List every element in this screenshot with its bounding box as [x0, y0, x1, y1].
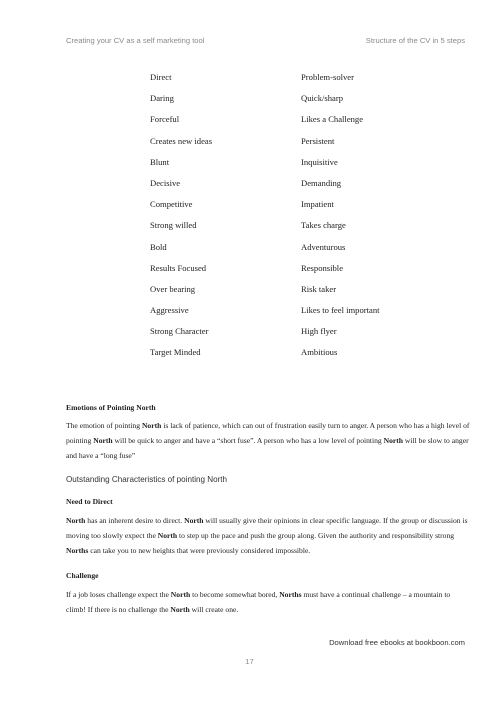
bold-term: North	[93, 436, 113, 445]
trait-row	[150, 157, 450, 178]
trait-right: Demanding	[301, 177, 342, 188]
text-run: will create one.	[189, 605, 239, 614]
page-header	[66, 36, 465, 50]
bold-term: North	[157, 531, 178, 540]
bold-term: Norths	[66, 546, 89, 555]
trait-right: Inquisitive	[301, 156, 338, 167]
emotions-paragraph	[66, 418, 471, 463]
trait-row	[150, 326, 450, 347]
trait-right: Takes charge	[301, 220, 346, 231]
trait-left: Decisive	[150, 177, 181, 188]
trait-right: High flyer	[301, 326, 337, 337]
trait-left: Creates new ideas	[150, 135, 213, 146]
emotions-heading: Emotions of Pointing North	[66, 403, 156, 412]
traits-list	[150, 72, 450, 369]
trait-row	[150, 114, 450, 135]
trait-right: Quick/sharp	[301, 93, 344, 104]
bold-term: North	[170, 590, 191, 599]
trait-left: Over bearing	[150, 283, 196, 294]
trait-left: Blunt	[150, 156, 170, 167]
emotions-section	[66, 403, 471, 412]
challenge-paragraph	[66, 587, 471, 617]
trait-right: Impatient	[301, 199, 334, 210]
trait-right: Persistent	[301, 135, 335, 146]
bold-term: North	[383, 436, 404, 445]
trait-row	[150, 220, 450, 241]
outstanding-heading: Outstanding Characteristics of pointing North	[66, 475, 228, 484]
trait-right: Problem-solver	[301, 72, 354, 82]
trait-left: Direct	[150, 72, 172, 82]
header-chapter-title: Structure of the CV in 5 steps	[365, 36, 465, 45]
bold-term: North	[66, 516, 86, 525]
trait-row	[150, 347, 450, 368]
text-run: to become somewhat bored,	[190, 590, 280, 599]
bold-term: Norths	[279, 590, 302, 599]
header-book-title: Creating your CV as a self marketing tool	[66, 36, 205, 45]
trait-row	[150, 136, 450, 157]
trait-left: Forceful	[150, 114, 180, 125]
bold-term: North	[170, 605, 190, 614]
text-run: is lack of patience, which can out of frustration easily turn to anger. A person who has a high level of pointing	[66, 421, 470, 445]
trait-left: Daring	[150, 93, 174, 104]
trait-row	[150, 263, 450, 284]
trait-row	[150, 284, 450, 305]
download-link[interactable]: Download free ebooks at bookboon.com	[329, 638, 465, 647]
trait-right: Likes a Challenge	[301, 114, 364, 125]
trait-right: Adventurous	[301, 241, 346, 252]
bold-term: North	[141, 421, 162, 430]
trait-row	[150, 178, 450, 199]
text-run: The emotion of pointing	[66, 421, 142, 430]
trait-left: Aggressive	[150, 305, 189, 316]
text-run: to step up the pace and push the group along. Given the authority and responsibility strong	[177, 531, 455, 540]
need-to-direct-paragraph	[66, 513, 471, 558]
trait-right: Likes to feel important	[301, 305, 380, 316]
trait-left: Results Focused	[150, 262, 207, 273]
trait-left: Competitive	[150, 199, 193, 210]
page-number: 17	[245, 657, 254, 666]
trait-row	[150, 305, 450, 326]
text-run: will be slow to anger and have a “long fuse”	[66, 436, 469, 460]
trait-row	[150, 242, 450, 263]
need-to-direct-heading: Need to Direct	[66, 497, 113, 506]
text-run: will usually give their opinions in clear specific language. If the group or discussion is moving too slowly expect the	[66, 516, 468, 540]
challenge-heading: Challenge	[66, 571, 99, 580]
trait-right: Responsible	[301, 262, 344, 273]
trait-left: Strong Character	[150, 326, 209, 337]
trait-row	[150, 72, 450, 93]
text-run: must have a continual challenge – a mountain to climb! If there is no challenge the	[66, 590, 451, 614]
text-run: If a job loses challenge expect the	[66, 590, 171, 599]
trait-left: Bold	[150, 241, 167, 252]
text-run: will be quick to anger and have a “short fuse”. A person who has a low level of pointing	[112, 436, 384, 445]
text-run: has an inherent desire to direct.	[85, 516, 185, 525]
trait-row	[150, 93, 450, 114]
trait-left: Strong willed	[150, 220, 197, 231]
trait-row	[150, 199, 450, 220]
trait-left: Target Minded	[150, 347, 201, 358]
trait-right: Risk taker	[301, 283, 337, 294]
trait-right: Ambitious	[301, 347, 338, 358]
text-run: can take you to new heights that were previously considered impossible.	[88, 546, 311, 555]
bold-term: North	[184, 516, 204, 525]
